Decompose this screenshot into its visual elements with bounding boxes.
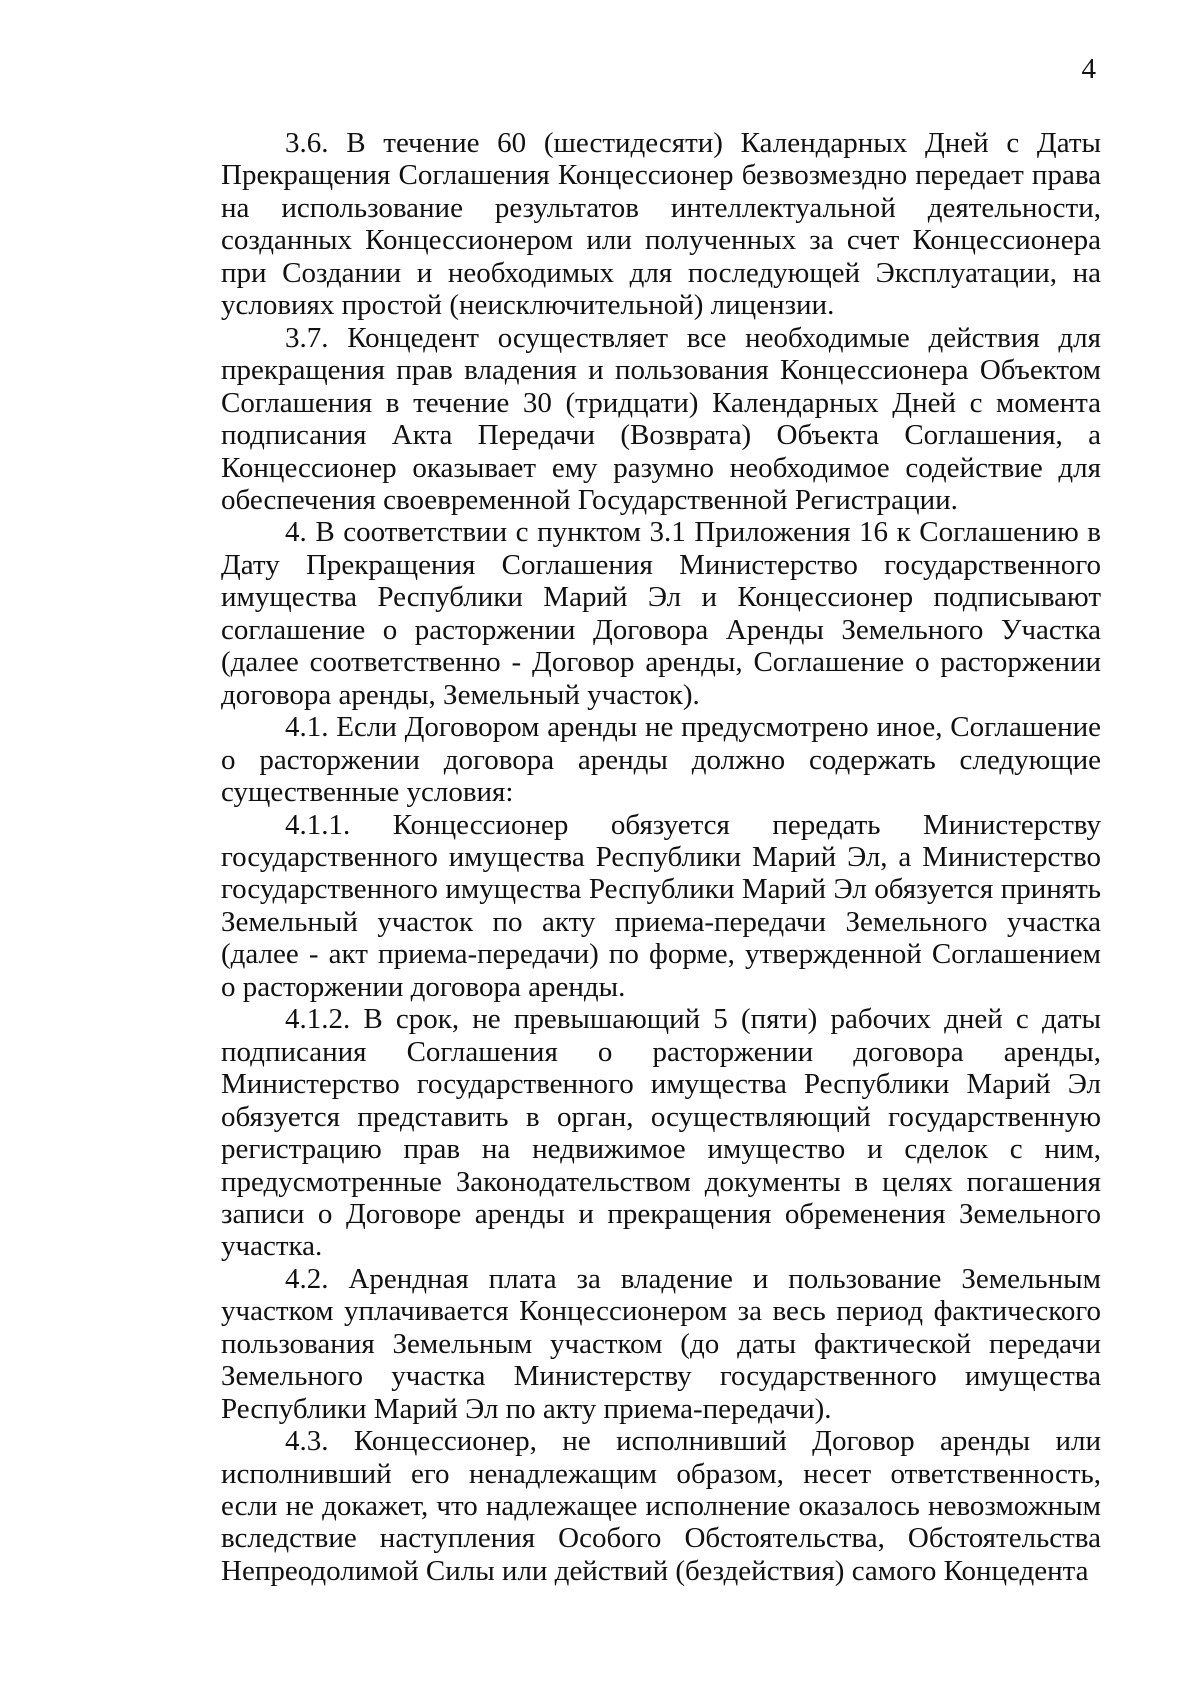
paragraph-4-1-1: 4.1.1. Концессионер обязуется передать Министерству государственного имущества Республики Марий Эл, а Министерство государственного имущества Республики Марий Эл обязуется принять Земельный участок по акту приема-передачи Земельного участка (далее - акт приема-передачи) по форме, утвержденной Соглашением о расторжении договора аренды. bbox=[221, 808, 1101, 1003]
page-number: 4 bbox=[1081, 53, 1096, 85]
paragraph-3-6: 3.6. В течение 60 (шестидесяти) Календарных Дней с Даты Прекращения Соглашения Концессионер безвозмездно передает права на использование результатов интеллектуальной деятельности, созданных Концессионером или полученных за счет Концессионера при Создании и необходимых для последующей Эксплуатации, на условиях простой (неисключительной) лицензии. bbox=[221, 127, 1101, 322]
paragraph-4-1-2: 4.1.2. В срок, не превышающий 5 (пяти) рабочих дней с даты подписания Соглашения о расторжении договора аренды, Министерство государственного имущества Республики Марий Эл обязуется представить в орган, осуществляющий государственную регистрацию прав на недвижимое имущество и сделок с ним, предусмотренные Законодательством документы в целях погашения записи о Договоре аренды и прекращения обременения Земельного участка. bbox=[221, 1003, 1101, 1263]
paragraph-4-3: 4.3. Концессионер, не исполнивший Договор аренды или исполнивший его ненадлежащим образом, несет ответственность, если не докажет, что надлежащее исполнение оказалось невозможным вследствие наступления Особого Обстоятельства, Обстоятельства Непреодолимой Силы или действий (бездействия) самого Концедента bbox=[221, 1425, 1101, 1587]
paragraph-3-7: 3.7. Концедент осуществляет все необходимые действия для прекращения прав владения и пользования Концессионера Объектом Соглашения в течение 30 (тридцати) Календарных Дней с момента подписания Акта Передачи (Возврата) Объекта Соглашения, а Концессионер оказывает ему разумно необходимое содействие для обеспечения своевременной Государственной Регистрации. bbox=[221, 321, 1101, 516]
paragraph-4-1: 4.1. Если Договором аренды не предусмотрено иное, Соглашение о расторжении договора аренды должно содержать следующие существенные условия: bbox=[221, 711, 1101, 809]
paragraph-4: 4. В соответствии с пунктом 3.1 Приложения 16 к Соглашению в Дату Прекращения Соглашения Министерство государственного имущества Республики Марий Эл и Концессионер подписывают соглашение о расторжении Договора Аренды Земельного Участка (далее соответственно - Договор аренды, Соглашение о расторжении договора аренды, Земельный участок). bbox=[221, 516, 1101, 711]
paragraph-4-2: 4.2. Арендная плата за владение и пользование Земельным участком уплачивается Концессионером за весь период фактического пользования Земельным участком (до даты фактической передачи Земельного участка Министерству государственного имущества Республики Марий Эл по акту приема-передачи). bbox=[221, 1262, 1101, 1425]
document-body bbox=[221, 127, 1101, 1587]
